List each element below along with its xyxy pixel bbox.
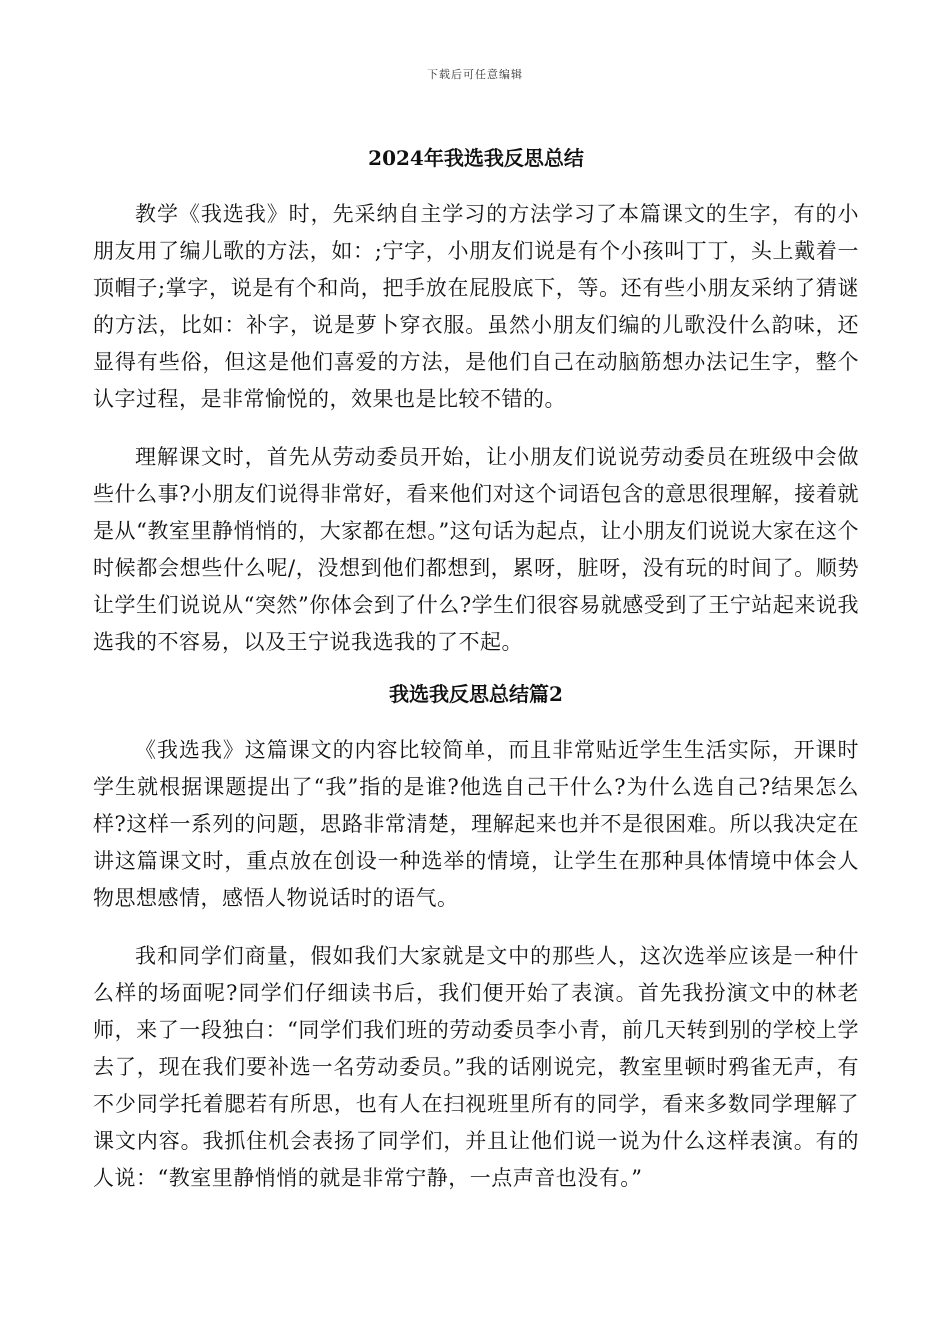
paragraph: 理解课文时，首先从劳动委员开始，让小朋友们说说劳动委员在班级中会做些什么事?小朋友们说得非常好，看来他们对这个词语包含的意思很理解，接着就是从“教室里静悄悄的，大家都在想。”这句话为起点，让小朋友们说说大家在这个时候都会想些什么呢/，没想到他们都想到，累呀，脏呀，没有玩的时间了。顺势让学生们说说从“突然”你体会到了什么?学生们很容易就感受到了王宁站起来说我选我的不容易，以及王宁说我选我的了不起。 bbox=[93, 445, 859, 654]
document-title: 2024年我选我反思总结 bbox=[368, 146, 584, 170]
paragraph: 《我选我》这篇课文的内容比较简单，而且非常贴近学生生活实际，开课时学生就根据课题提出了“我”指的是谁?他选自己干什么?为什么选自己?结果怎么样?这样一系列的问题，思路非常清楚，理解起来也并不是很困难。所以我决定在讲这篇课文时，重点放在创设一种选举的情境，让学生在那种具体情境中体会人物思想感情，感悟人物说话时的语气。 bbox=[93, 738, 859, 910]
header-note: 下载后可任意编辑 bbox=[427, 68, 523, 81]
section-title: 我选我反思总结篇2 bbox=[389, 682, 563, 706]
paragraph: 教学《我选我》时，先采纳自主学习的方法学习了本篇课文的生字，有的小朋友用了编儿歌的方法，如：;宁字，小朋友们说是有个小孩叫丁丁，头上戴着一顶帽子;掌字，说是有个和尚，把手放在屁股底下，等。还有些小朋友采纳了猜谜的方法，比如：补字，说是萝卜穿衣服。虽然小朋友们编的儿歌没什么韵味，还显得有些俗，但这是他们喜爱的方法，是他们自己在动脑筋想办法记生字，整个认字过程，是非常愉悦的，效果也是比较不错的。 bbox=[93, 202, 859, 411]
document-body bbox=[93, 140, 859, 1197]
paragraph: 我和同学们商量，假如我们大家就是文中的那些人，这次选举应该是一种什么样的场面呢?同学们仔细读书后，我们便开始了表演。首先我扮演文中的林老师，来了一段独白：“同学们我们班的劳动委员李小青，前几天转到别的学校上学去了，现在我们要补选一名劳动委员。”我的话刚说完，教室里顿时鸦雀无声，有不少同学托着腮若有所思，也有人在扫视班里所有的同学，看来多数同学理解了课文内容。我抓住机会表扬了同学们，并且让他们说一说为什么这样表演。有的人说：“教室里静悄悄的就是非常宁静，一点声音也没有。” bbox=[93, 944, 859, 1190]
